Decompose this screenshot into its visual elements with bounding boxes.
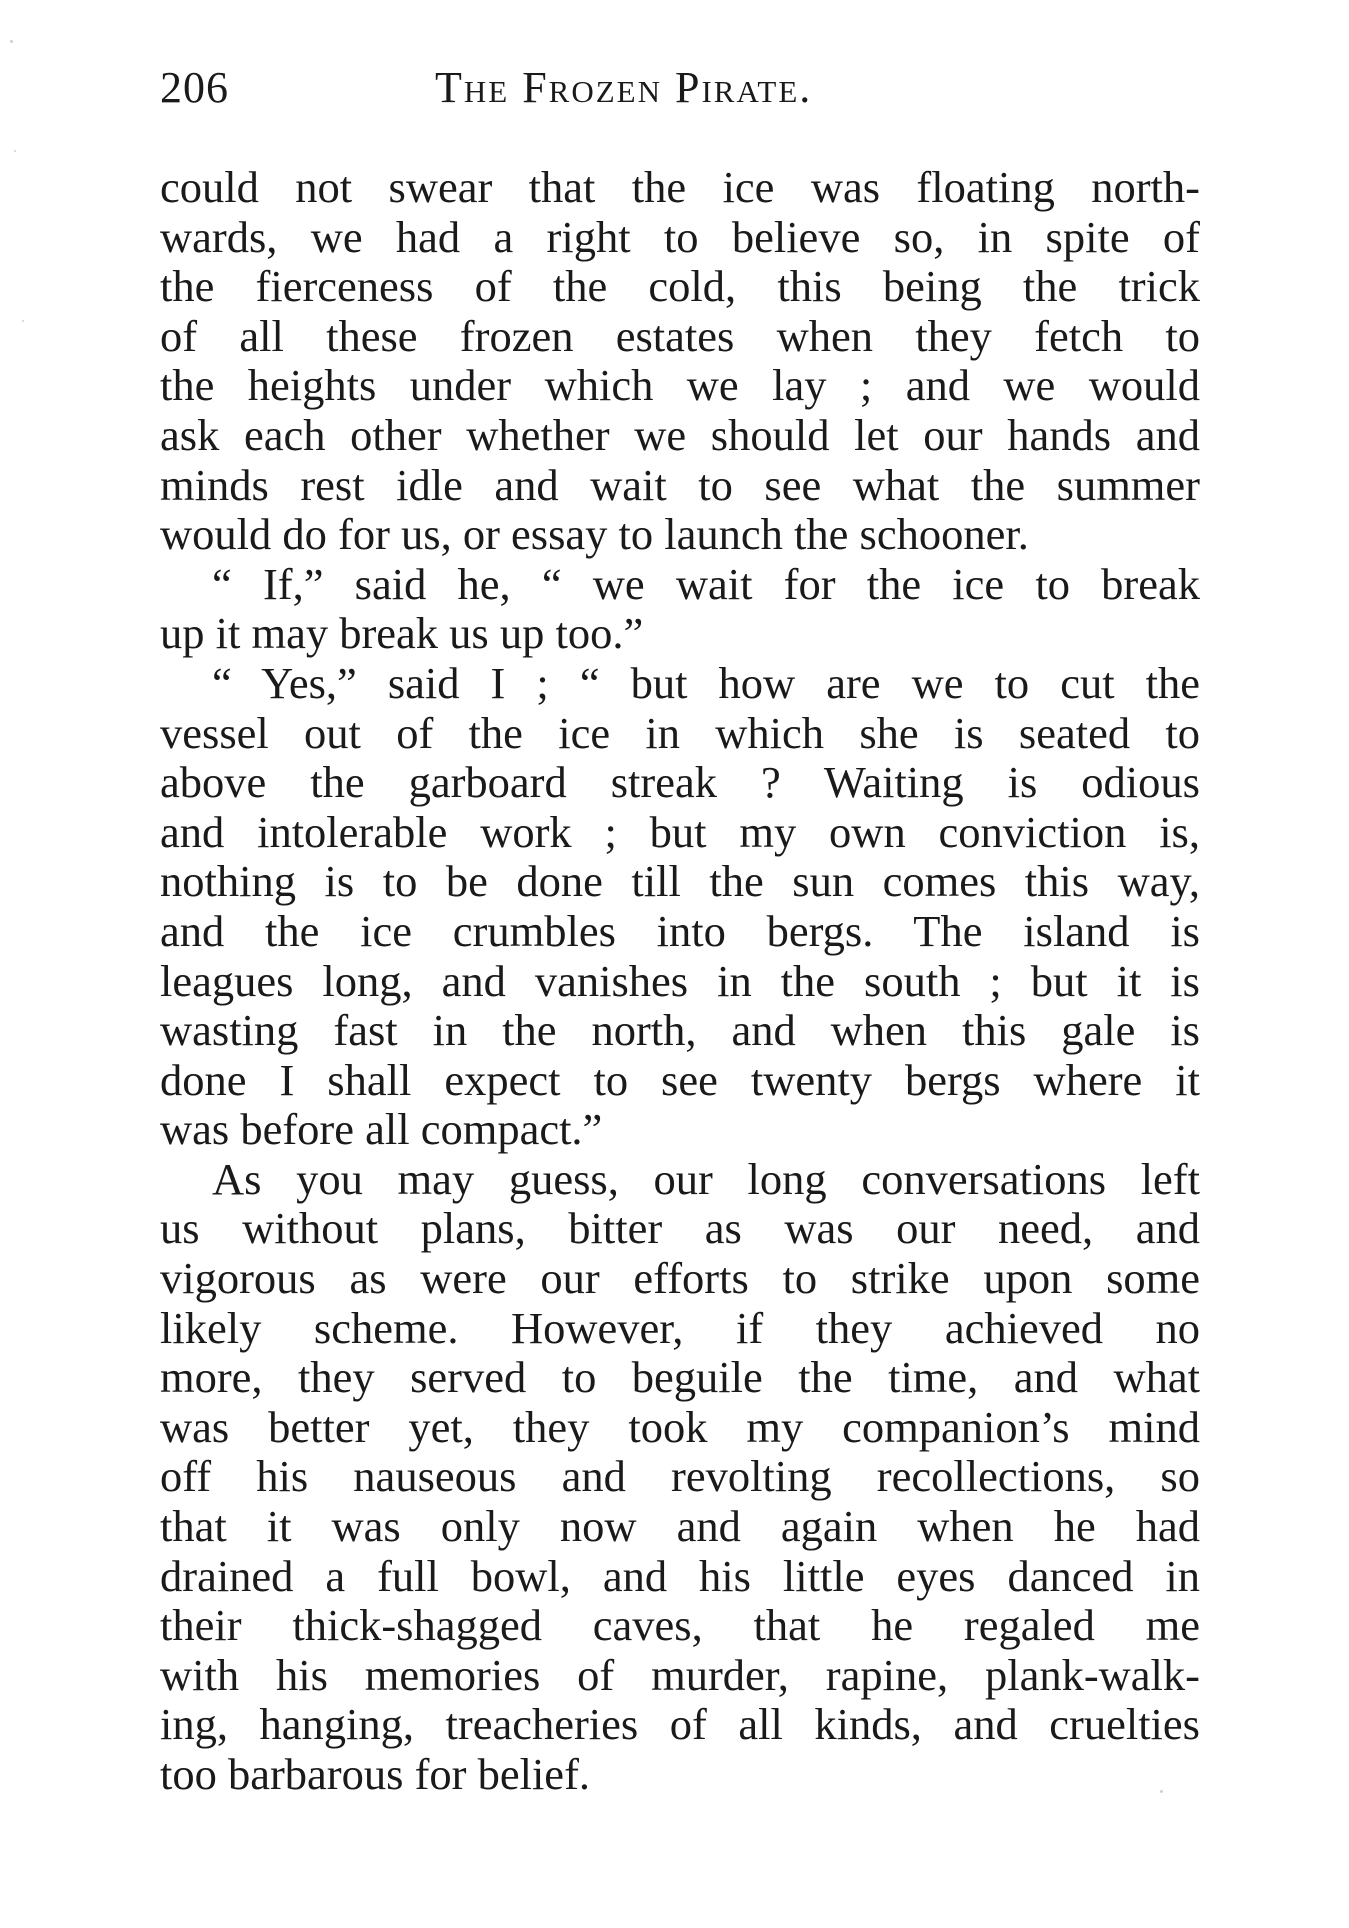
text-line: above the garboard streak ? Waiting is odious: [160, 757, 1200, 808]
text-line: minds rest idle and wait to see what the summer: [160, 459, 1200, 510]
text-line: would do for us, or essay to launch the schooner.: [160, 509, 1029, 560]
scan-speck: [10, 40, 13, 43]
text-line: ask each other whether we should let our hands and: [160, 409, 1200, 460]
text-line: wards, we had a right to believe so, in spite of: [160, 211, 1200, 262]
text-line: the fierceness of the cold, this being the trick: [160, 261, 1200, 312]
text-line: and intolerable work ; but my own conviction is,: [160, 806, 1200, 857]
text-line: up it may break us up too.”: [160, 608, 644, 659]
text-line: with his memories of murder, rapine, plank-walk-: [160, 1649, 1200, 1700]
text-line: wasting fast in the north, and when this gale is: [160, 1005, 1200, 1056]
scan-speck: [1160, 1790, 1163, 1793]
text-line: could not swear that the ice was floating north-: [160, 162, 1200, 212]
text-line: of all these frozen estates when they fetch to: [160, 310, 1200, 361]
text-line: was better yet, they took my companion’s mind: [160, 1401, 1200, 1452]
text-line: likely scheme. However, if they achieved no: [160, 1302, 1200, 1353]
page-number: 206: [160, 63, 229, 112]
text-line: was before all compact.”: [160, 1104, 603, 1155]
text-line: their thick-shagged caves, that he regaled me: [160, 1600, 1200, 1651]
text-line: and the ice crumbles into bergs. The island is: [160, 905, 1200, 956]
text-line: that it was only now and again when he had: [160, 1501, 1200, 1552]
text-line: more, they served to beguile the time, and what: [160, 1352, 1200, 1403]
text-line: “ Yes,” said I ; “ but how are we to cut the: [212, 657, 1200, 708]
text-line: “ If,” said he, “ we wait for the ice to break: [212, 558, 1200, 609]
text-line: vigorous as were our efforts to strike upon some: [160, 1253, 1200, 1304]
text-line: off his nauseous and revolting recollections, so: [160, 1451, 1200, 1502]
text-line: us without plans, bitter as was our need, and: [160, 1203, 1200, 1254]
text-line: nothing is to be done till the sun comes this way,: [160, 856, 1200, 907]
text-line: drained a full bowl, and his little eyes danced in: [160, 1550, 1200, 1601]
scan-speck: [14, 150, 16, 152]
text-line: As you may guess, our long conversations left: [212, 1153, 1200, 1204]
running-head: The Frozen Pirate.: [435, 63, 813, 112]
text-line: the heights under which we lay ; and we would: [160, 360, 1200, 411]
scan-speck: [22, 320, 24, 322]
body-text: [160, 163, 1200, 1800]
text-line: vessel out of the ice in which she is seated to: [160, 707, 1200, 758]
text-line: leagues long, and vanishes in the south ; but it is: [160, 955, 1200, 1006]
text-line: ing, hanging, treacheries of all kinds, and cruelties: [160, 1699, 1200, 1750]
text-line: done I shall expect to see twenty bergs where it: [160, 1054, 1200, 1105]
page-header: [160, 62, 1200, 122]
text-line: too barbarous for belief.: [160, 1749, 591, 1799]
